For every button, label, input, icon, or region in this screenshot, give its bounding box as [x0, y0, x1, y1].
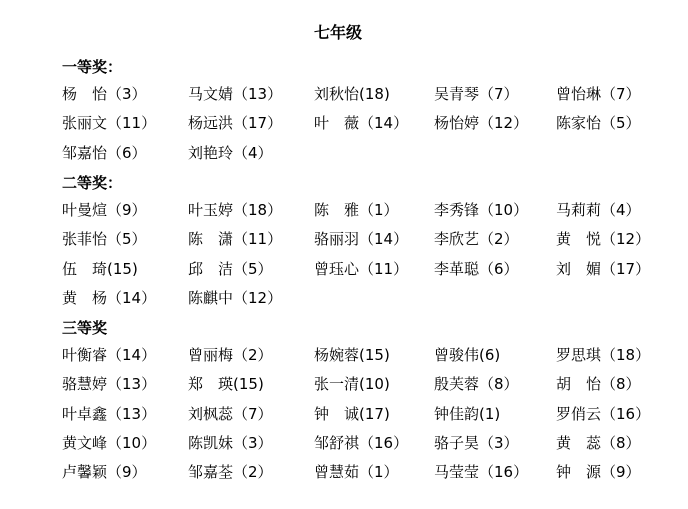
- awardee-name: 吴青琴（7）: [434, 85, 519, 103]
- awardee-name: 卢馨颖（9）: [62, 463, 147, 482]
- awardee-name: 曾丽梅（2）: [188, 346, 273, 364]
- awardee-name: 杨婉蓉(15): [314, 346, 390, 364]
- awardee-name: 张菲怡（5）: [62, 230, 147, 249]
- awardee-name: 钟佳韵(1): [434, 404, 501, 423]
- awardee-name: 陈 潇（11）: [188, 230, 283, 249]
- awardee-name: 邹嘉荃（2）: [188, 463, 273, 482]
- awardee-name: 杨 怡（3）: [62, 85, 147, 103]
- first-prize-heading: 一等奖：: [62, 58, 123, 76]
- awardee-name: 伍 琦(15): [62, 259, 138, 278]
- awardee-name: 邹嘉怡（6）: [62, 143, 147, 162]
- awardee-name: 刘艳玲（4）: [188, 143, 273, 162]
- awardee-name: 刘秋怡(18): [314, 85, 390, 103]
- third-prize-heading: 三等奖: [62, 319, 108, 337]
- awardee-name: 马莉莉（4）: [556, 201, 641, 219]
- awardee-name: 叶玉婷（18）: [188, 201, 283, 219]
- awardee-name: 邱 洁（5）: [188, 259, 273, 278]
- awardee-name: 叶 薇（14）: [314, 114, 409, 133]
- awardee-name: 刘枫蕊（7）: [188, 404, 273, 423]
- awardee-name: 李欣艺（2）: [434, 230, 519, 249]
- awardee-name: 杨怡婷（12）: [434, 114, 529, 133]
- second-prize-section: [62, 172, 682, 317]
- awardee-name: 陈凯妹（3）: [188, 433, 273, 452]
- awardee-name: 陈家怡（5）: [556, 114, 641, 133]
- awardee-name: 邹舒祺（16）: [314, 433, 409, 452]
- awardee-name: 郑 瑛(15): [188, 375, 264, 394]
- awardee-name: 黄 蕊（8）: [556, 433, 641, 452]
- awardee-name: 张一清(10): [314, 375, 390, 394]
- awardee-name: 骆慧婷（13）: [62, 375, 157, 394]
- awardee-name: 胡 怡（8）: [556, 375, 641, 394]
- awardee-name: 叶衡睿（14）: [62, 346, 157, 364]
- awardee-name: 罗俏云（16）: [556, 404, 651, 423]
- awardee-name: 骆丽羽（14）: [314, 230, 409, 249]
- awardee-name: 李革聪（6）: [434, 259, 519, 278]
- awardee-name: 殷芙蓉（8）: [434, 375, 519, 394]
- awardee-name: 刘 媚（17）: [556, 259, 651, 278]
- third-prize-section: [62, 317, 682, 491]
- awardee-name: 马文婧（13）: [188, 85, 283, 103]
- awardee-name: 叶卓鑫（13）: [62, 404, 157, 423]
- awardee-name: 曾慧茹（1）: [314, 463, 399, 482]
- awardee-name: 杨远洪（17）: [188, 114, 283, 133]
- awardee-name: 骆子昊（3）: [434, 433, 519, 452]
- awardee-name: 陈麒中（12）: [188, 288, 283, 307]
- second-prize-list: [62, 200, 682, 317]
- awardee-name: 黄 悦（12）: [556, 230, 651, 249]
- awardee-name: 黄 杨（14）: [62, 288, 157, 307]
- page-title: 七年级: [313, 23, 362, 42]
- awardee-name: 黄文峰（10）: [62, 433, 157, 452]
- awardee-name: 陈 雅（1）: [314, 201, 399, 219]
- awardee-name: 钟 源（9）: [556, 463, 641, 482]
- awardee-name: 曾骏伟(6): [434, 346, 501, 364]
- awardee-name: 钟 诚(17): [314, 404, 390, 423]
- awardee-name: 马莹莹（16）: [434, 463, 529, 482]
- awardee-name: 曾珏心（11）: [314, 259, 409, 278]
- first-prize-section: [62, 56, 682, 172]
- third-prize-list: [62, 345, 682, 491]
- awardee-name: 曾怡琳（7）: [556, 85, 641, 103]
- first-prize-list: [62, 84, 682, 172]
- awardee-name: 李秀锋（10）: [434, 201, 529, 219]
- awardee-name: 罗思琪（18）: [556, 346, 651, 364]
- second-prize-heading: 二等奖：: [62, 174, 123, 192]
- awardee-name: 张丽文（11）: [62, 114, 157, 133]
- awardee-name: 叶曼煊（9）: [62, 201, 147, 219]
